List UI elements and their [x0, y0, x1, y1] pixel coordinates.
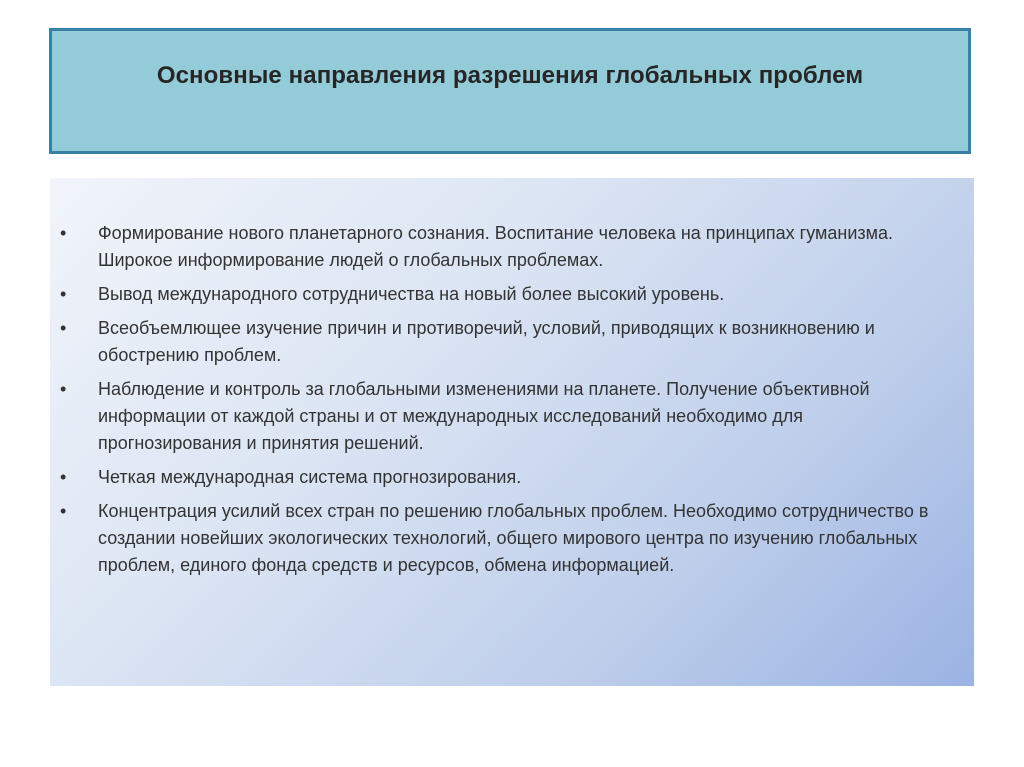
bullet-item	[50, 498, 974, 579]
bullet-icon: •	[60, 379, 67, 399]
bullet-text: Формирование нового планетарного сознания. Воспитание человека на принципах гуманизма. Широкое информирование людей о глобальных проблемах.	[98, 223, 894, 270]
bullet-item	[50, 220, 974, 274]
slide-title: Основные направления разрешения глобальных проблем	[156, 62, 864, 89]
bullet-item	[50, 281, 974, 308]
title-box	[49, 28, 971, 154]
bullet-item	[50, 464, 974, 491]
bullet-icon: •	[60, 467, 67, 487]
content-box	[50, 178, 974, 686]
bullet-icon: •	[60, 318, 67, 338]
bullet-list	[50, 220, 974, 586]
bullet-icon: •	[60, 284, 67, 304]
bullet-text: Всеобъемлющее изучение причин и противоречий, условий, приводящих к возникновению и обострению проблем.	[98, 318, 875, 365]
bullet-text: Четкая международная система прогнозирования.	[98, 467, 522, 487]
bullet-item	[50, 376, 974, 457]
bullet-text: Вывод международного сотрудничества на новый более высокий уровень.	[98, 284, 725, 304]
bullet-text: Концентрация усилий всех стран по решению глобальных проблем. Необходимо сотрудничество в создании новейших экологических технологий, общего мирового центра по изучению глобальных проблем, единого фонда средств и ресурсов, обмена информацией.	[98, 501, 929, 575]
bullet-icon: •	[60, 501, 67, 521]
bullet-item	[50, 315, 974, 369]
bullet-text: Наблюдение и контроль за глобальными изменениями на планете. Получение объективной информации от каждой страны и от международных исследований необходимо для прогнозирования и принятия решений.	[98, 379, 870, 453]
bullet-icon: •	[60, 223, 67, 243]
